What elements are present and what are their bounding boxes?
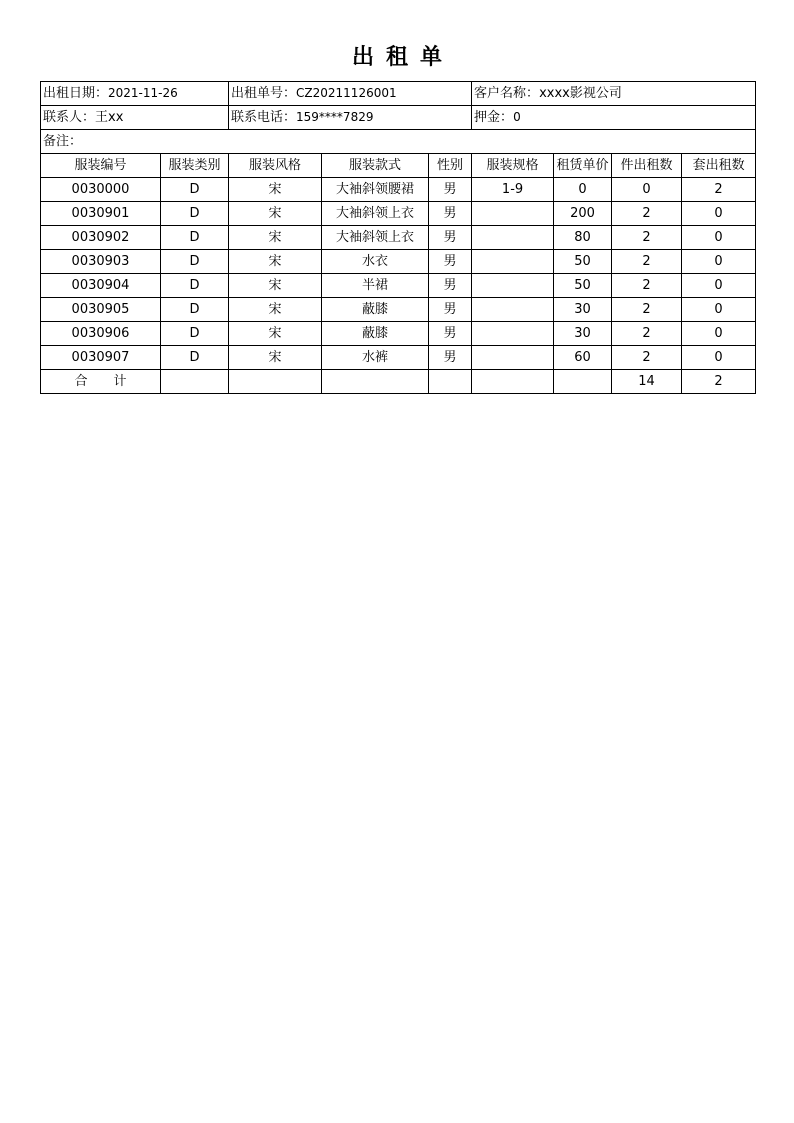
sets-rented: 0 — [682, 298, 756, 322]
info-row-1 — [41, 82, 756, 106]
garment-style: 宋 — [229, 322, 322, 346]
phone-value: 159****7829 — [296, 110, 374, 124]
garment-gender: 男 — [429, 322, 472, 346]
table-row — [41, 202, 756, 226]
deposit-cell — [472, 106, 756, 130]
empty-cell — [472, 370, 554, 394]
order-number-cell — [229, 82, 472, 106]
table-row — [41, 274, 756, 298]
garment-style: 宋 — [229, 178, 322, 202]
rental-unit-price: 30 — [554, 322, 612, 346]
sets-rented: 0 — [682, 226, 756, 250]
pieces-rented: 2 — [612, 346, 682, 370]
garment-gender: 男 — [429, 298, 472, 322]
garment-type: 大袖斜领上衣 — [322, 226, 429, 250]
pieces-rented: 2 — [612, 322, 682, 346]
garment-category: D — [161, 178, 229, 202]
garment-size — [472, 250, 554, 274]
column-header: 租赁单价 — [554, 154, 612, 178]
rental-date-value: 2021-11-26 — [108, 86, 178, 100]
empty-cell — [322, 370, 429, 394]
table-row — [41, 250, 756, 274]
garment-style: 宋 — [229, 250, 322, 274]
total-sets: 2 — [682, 370, 756, 394]
order-number-label: 出租单号： — [231, 86, 297, 101]
garment-style: 宋 — [229, 274, 322, 298]
sets-rented: 0 — [682, 322, 756, 346]
sets-rented: 0 — [682, 202, 756, 226]
column-header: 性别 — [429, 154, 472, 178]
rental-date-cell — [41, 82, 229, 106]
garment-type: 蔽膝 — [322, 322, 429, 346]
deposit-value: 0 — [513, 110, 521, 124]
column-header: 服装类别 — [161, 154, 229, 178]
garment-style: 宋 — [229, 202, 322, 226]
rental-unit-price: 60 — [554, 346, 612, 370]
rental-order-table — [40, 81, 756, 394]
garment-code: 0030000 — [41, 178, 161, 202]
garment-type: 大袖斜领上衣 — [322, 202, 429, 226]
column-header: 件出租数 — [612, 154, 682, 178]
garment-code: 0030905 — [41, 298, 161, 322]
column-header: 服装款式 — [322, 154, 429, 178]
remark-label: 备注： — [43, 134, 83, 149]
garment-category: D — [161, 274, 229, 298]
sets-rented: 2 — [682, 178, 756, 202]
garment-style: 宋 — [229, 226, 322, 250]
phone-cell — [229, 106, 472, 130]
garment-code: 0030907 — [41, 346, 161, 370]
rental-unit-price: 200 — [554, 202, 612, 226]
garment-size — [472, 274, 554, 298]
table-row — [41, 226, 756, 250]
column-header: 套出租数 — [682, 154, 756, 178]
rental-unit-price: 0 — [554, 178, 612, 202]
garment-type: 水衣 — [322, 250, 429, 274]
garment-code: 0030903 — [41, 250, 161, 274]
pieces-rented: 2 — [612, 274, 682, 298]
customer-name-cell — [472, 82, 756, 106]
garment-style: 宋 — [229, 346, 322, 370]
garment-type: 大袖斜领腰裙 — [322, 178, 429, 202]
garment-gender: 男 — [429, 226, 472, 250]
sets-rented: 0 — [682, 250, 756, 274]
remark-row — [41, 130, 756, 154]
rental-unit-price: 80 — [554, 226, 612, 250]
order-number-value: CZ20211126001 — [296, 86, 397, 100]
total-label: 合计 — [41, 370, 161, 394]
empty-cell — [554, 370, 612, 394]
pieces-rented: 2 — [612, 202, 682, 226]
garment-gender: 男 — [429, 178, 472, 202]
contact-label: 联系人： — [43, 110, 96, 125]
garment-category: D — [161, 226, 229, 250]
garment-gender: 男 — [429, 274, 472, 298]
garment-category: D — [161, 322, 229, 346]
pieces-rented: 2 — [612, 226, 682, 250]
table-row — [41, 322, 756, 346]
sets-rented: 0 — [682, 274, 756, 298]
pieces-rented: 2 — [612, 298, 682, 322]
garment-gender: 男 — [429, 250, 472, 274]
info-row-2 — [41, 106, 756, 130]
garment-type: 蔽膝 — [322, 298, 429, 322]
empty-cell — [161, 370, 229, 394]
total-pieces: 14 — [612, 370, 682, 394]
column-header: 服装风格 — [229, 154, 322, 178]
garment-gender: 男 — [429, 202, 472, 226]
garment-code: 0030902 — [41, 226, 161, 250]
garment-size — [472, 346, 554, 370]
pieces-rented: 2 — [612, 250, 682, 274]
garment-gender: 男 — [429, 346, 472, 370]
column-header: 服装编号 — [41, 154, 161, 178]
column-header: 服装规格 — [472, 154, 554, 178]
document-title: 出租单 — [351, 44, 454, 70]
pieces-rented: 0 — [612, 178, 682, 202]
garment-size — [472, 298, 554, 322]
total-row — [41, 370, 756, 394]
rental-unit-price: 30 — [554, 298, 612, 322]
garment-category: D — [161, 202, 229, 226]
garment-type: 半裙 — [322, 274, 429, 298]
garment-size — [472, 322, 554, 346]
table-row — [41, 178, 756, 202]
garment-code: 0030901 — [41, 202, 161, 226]
table-row — [41, 298, 756, 322]
rental-date-label: 出租日期： — [43, 86, 109, 101]
garment-style: 宋 — [229, 298, 322, 322]
customer-name-value: xxxx影视公司 — [539, 86, 622, 101]
garment-code: 0030906 — [41, 322, 161, 346]
garment-size: 1-9 — [472, 178, 554, 202]
garment-size — [472, 202, 554, 226]
rental-unit-price: 50 — [554, 274, 612, 298]
column-header-row — [41, 154, 756, 178]
contact-value: 王xx — [95, 110, 124, 125]
rental-unit-price: 50 — [554, 250, 612, 274]
table-row — [41, 346, 756, 370]
garment-category: D — [161, 250, 229, 274]
customer-name-label: 客户名称： — [474, 86, 540, 101]
remark-cell — [41, 130, 756, 154]
garment-category: D — [161, 346, 229, 370]
contact-cell — [41, 106, 229, 130]
garment-size — [472, 226, 554, 250]
deposit-label: 押金： — [474, 110, 514, 125]
garment-type: 水裤 — [322, 346, 429, 370]
sets-rented: 0 — [682, 346, 756, 370]
empty-cell — [229, 370, 322, 394]
garment-code: 0030904 — [41, 274, 161, 298]
garment-category: D — [161, 298, 229, 322]
phone-label: 联系电话： — [231, 110, 297, 125]
empty-cell — [429, 370, 472, 394]
